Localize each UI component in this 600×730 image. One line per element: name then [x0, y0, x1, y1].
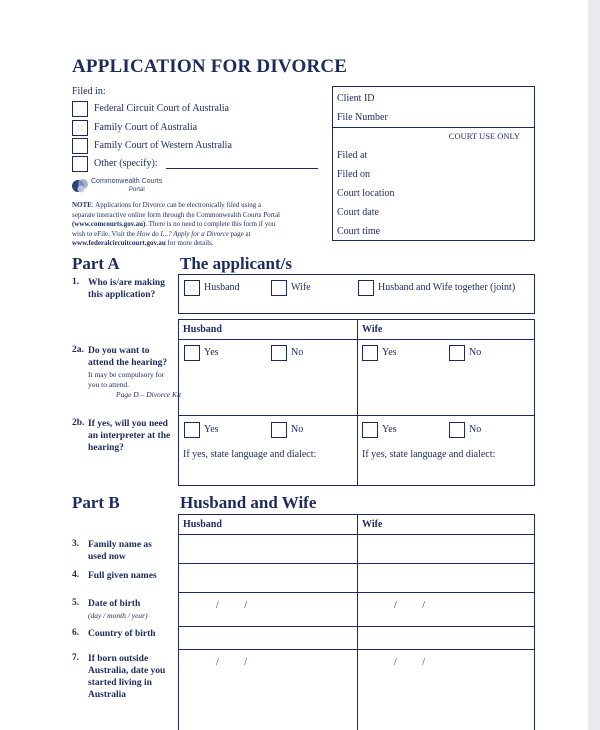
- option-family-court: Family Court of Australia: [94, 122, 198, 133]
- part-b-column-divider: [357, 515, 358, 730]
- q3-line2: used now: [88, 552, 126, 562]
- q2-header-divider: [179, 339, 534, 340]
- q3-line1: Family name as: [88, 540, 152, 550]
- other-specify-field[interactable]: [166, 168, 318, 169]
- q6-question: Country of birth: [88, 629, 156, 639]
- how-do-i-link[interactable]: How do I...? Apply for a Divorce: [136, 229, 229, 238]
- q2a-wife-yes-checkbox[interactable]: [362, 345, 378, 361]
- court-use-only-label: COURT USE ONLY: [448, 131, 520, 141]
- note-line2: separate interactive online form through the Commonwealth Courts Portal: [72, 210, 281, 219]
- commonwealth-courts-logo: [71, 176, 181, 198]
- q2b-wife-no-checkbox[interactable]: [449, 422, 465, 438]
- q4-number: 4.: [72, 570, 80, 580]
- q2a-hint: [88, 370, 181, 400]
- q2-row-divider: [179, 415, 534, 416]
- q2a-line2: attend the hearing?: [88, 358, 168, 368]
- part-a-heading: The applicant/s: [180, 254, 292, 273]
- q1-option-joint: Husband and Wife together (joint): [378, 282, 516, 293]
- q7-number: 7.: [72, 653, 80, 663]
- q2-col-husband: Husband: [183, 324, 222, 335]
- part-a-label: Part A: [72, 254, 120, 273]
- checkbox-family-court-wa[interactable]: [72, 138, 88, 154]
- husband-family-name-field[interactable]: [180, 536, 356, 562]
- option-other: Other (specify):: [94, 158, 158, 169]
- fcc-url[interactable]: www.federalcircuitcourt.gov.au: [72, 239, 166, 247]
- q7-line4: Australia: [88, 690, 126, 700]
- q7-question: [88, 653, 165, 701]
- option-family-court-wa: Family Court of Western Australia: [94, 140, 232, 151]
- logo-text-line1: Commonwealth Courts: [91, 178, 163, 185]
- filed-on-label: Filed on: [337, 169, 371, 180]
- q2b-question: [88, 418, 170, 454]
- q2b-husband-language-label: If yes, state language and dialect:: [183, 449, 317, 460]
- court-use-box: [332, 86, 535, 241]
- court-use-divider: [333, 127, 534, 128]
- husband-dob-field[interactable]: / /: [216, 600, 249, 611]
- q2a-hint-reference: Page D – Divorce Kit: [116, 390, 182, 399]
- wife-family-name-field[interactable]: [359, 536, 534, 562]
- q2-answer-table: [178, 319, 535, 486]
- q2b-husband-no-checkbox[interactable]: [271, 422, 287, 438]
- q2a-number: 2a.: [72, 345, 84, 355]
- q6-number: 6.: [72, 628, 80, 638]
- part-b-header-divider: [179, 534, 534, 535]
- q4-question: Full given names: [88, 571, 157, 581]
- q1-answer-box: [178, 274, 535, 314]
- q5-number: 5.: [72, 598, 80, 608]
- q1-question: [88, 277, 165, 301]
- part-b-col-husband: Husband: [183, 519, 222, 530]
- q2a-husband-no-label: No: [291, 347, 304, 358]
- q5-question: Date of birth: [88, 599, 141, 609]
- wife-given-names-field[interactable]: [359, 565, 534, 591]
- court-time-label: Court time: [337, 226, 381, 237]
- q2a-question: [88, 345, 167, 369]
- file-number-label: File Number: [337, 112, 388, 123]
- portal-url[interactable]: (www.comcourts.gov.au): [72, 220, 146, 228]
- q2b-husband-yes-checkbox[interactable]: [184, 422, 200, 438]
- q2b-wife-no-label: No: [469, 424, 482, 435]
- q2-col-wife: Wife: [362, 324, 383, 335]
- q2a-hint-line1: It may be compulsory for: [88, 370, 165, 379]
- wife-arrival-date-field[interactable]: / /: [394, 657, 427, 668]
- husband-arrival-date-field[interactable]: / /: [216, 657, 249, 668]
- q5-hint: (day / month / year): [88, 611, 148, 620]
- filed-at-label: Filed at: [337, 150, 368, 161]
- q2b-number: 2b.: [72, 418, 85, 428]
- part-b-col-wife: Wife: [362, 519, 383, 530]
- q2b-line1: If yes, will you need: [88, 419, 168, 429]
- part-b-table: [178, 514, 535, 730]
- q7-line2: Australia, date you: [88, 666, 166, 676]
- husband-given-names-field[interactable]: [180, 565, 356, 591]
- checkbox-federal-circuit-court[interactable]: [72, 101, 88, 117]
- q1-checkbox-wife[interactable]: [271, 280, 287, 296]
- note-label: NOTE: [72, 201, 92, 209]
- note-line5: for more details.: [165, 239, 214, 247]
- note-line3: . There is no need to complete this form if you: [145, 220, 276, 228]
- q3-number: 3.: [72, 539, 80, 549]
- q1-number: 1.: [72, 277, 80, 287]
- client-id-label: Client ID: [337, 93, 375, 104]
- wife-dob-field[interactable]: / /: [394, 600, 427, 611]
- note-line1: : Applications for Divorce can be electronically filed using a: [91, 201, 262, 209]
- husband-country-of-birth-field[interactable]: [180, 628, 356, 648]
- q2a-husband-yes-checkbox[interactable]: [184, 345, 200, 361]
- part-b-row-divider-4: [179, 649, 534, 650]
- q1-line1: Who is/are making: [88, 278, 165, 288]
- note-line4-end: page at: [228, 229, 251, 238]
- part-b-row-divider-2: [179, 592, 534, 593]
- q2b-line3: hearing?: [88, 443, 124, 453]
- part-b-row-divider-3: [179, 626, 534, 627]
- part-b-label: Part B: [72, 493, 120, 512]
- q1-option-husband: Husband: [204, 282, 240, 293]
- q2b-wife-language-label: If yes, state language and dialect:: [362, 449, 496, 460]
- option-federal-circuit-court: Federal Circuit Court of Australia: [94, 103, 229, 114]
- q3-question: [88, 539, 152, 563]
- q2b-line2: an interpreter at the: [88, 431, 171, 441]
- note-line4: wish to eFile. Visit the: [72, 229, 137, 238]
- q2a-husband-yes-label: Yes: [204, 347, 219, 358]
- filed-in-label: Filed in:: [72, 86, 106, 97]
- checkbox-family-court[interactable]: [72, 120, 88, 136]
- q1-line2: this application?: [88, 290, 156, 300]
- q2a-wife-no-checkbox[interactable]: [449, 345, 465, 361]
- q1-checkbox-joint[interactable]: [358, 280, 374, 296]
- q7-line3: started living in: [88, 678, 152, 688]
- q2-column-divider: [357, 320, 358, 485]
- part-b-heading: Husband and Wife: [180, 493, 317, 512]
- part-b-row-divider-1: [179, 563, 534, 564]
- q2a-wife-yes-label: Yes: [382, 347, 397, 358]
- q2b-husband-no-label: No: [291, 424, 304, 435]
- q1-checkbox-husband[interactable]: [184, 280, 200, 296]
- form-title: APPLICATION FOR DIVORCE: [72, 56, 348, 77]
- q2a-wife-no-label: No: [469, 347, 482, 358]
- logo-text-line2: Portal: [129, 187, 145, 193]
- checkbox-other[interactable]: [72, 156, 88, 172]
- q2a-line1: Do you want to: [88, 346, 150, 356]
- court-location-label: Court location: [337, 188, 395, 199]
- q1-option-wife: Wife: [291, 282, 311, 293]
- q2b-wife-yes-label: Yes: [382, 424, 397, 435]
- court-date-label: Court date: [337, 207, 379, 218]
- q2a-hint-line2: you to attend.: [88, 380, 130, 389]
- efile-note: [72, 201, 332, 249]
- logo-circles-icon: [71, 176, 91, 196]
- q2b-wife-yes-checkbox[interactable]: [362, 422, 378, 438]
- wife-country-of-birth-field[interactable]: [359, 628, 534, 648]
- q2b-husband-yes-label: Yes: [204, 424, 219, 435]
- q2a-husband-no-checkbox[interactable]: [271, 345, 287, 361]
- q7-line1: If born outside: [88, 654, 149, 664]
